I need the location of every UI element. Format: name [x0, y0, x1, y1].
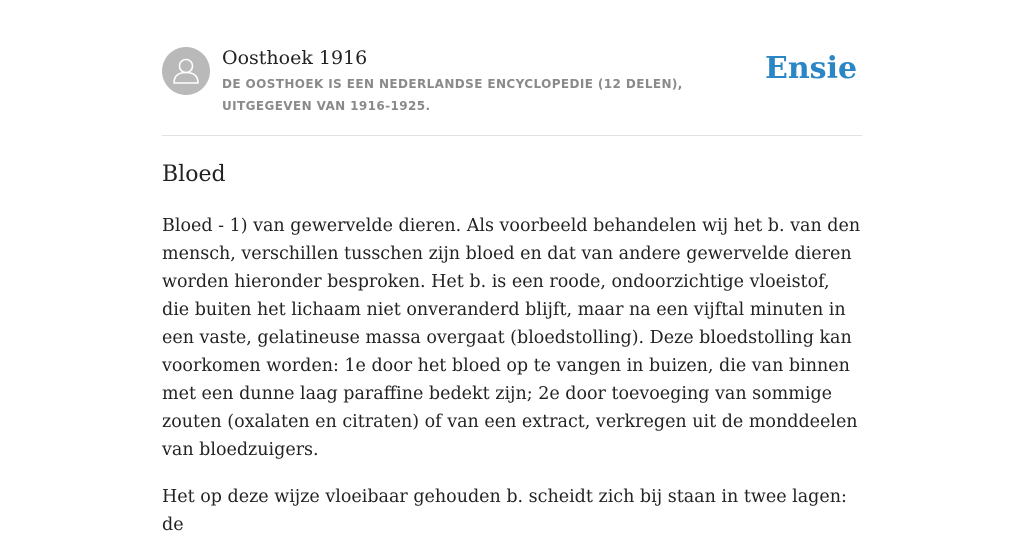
source-description: DE OOSTHOEK IS EEN NEDERLANDSE ENCYCLOPEDIE (12 DELEN), UITGEGEVEN VAN 1916-1925. — [222, 77, 683, 113]
article-title: Bloed — [162, 162, 226, 187]
article-paragraph: Het op deze wijze vloeibaar gehouden b. scheidt zich bij staan in twee lagen: de — [162, 487, 847, 535]
brand-logo[interactable]: Ensie — [765, 51, 858, 86]
article-body — [162, 212, 862, 558]
source-name[interactable]: Oosthoek 1916 — [222, 47, 368, 69]
article-paragraph: Bloed - 1) van gewervelde dieren. Als voorbeeld behandelen wij het b. van den mensch, verschillen tusschen zijn bloed en dat van andere gewervelde dieren worden hieronder besproken. Het b. is een roode, ondoorzichtige vloeistof, die buiten het lichaam niet onveranderd blijft, maar na een vijftal minuten in een vaste, gelatineuse massa overgaat (bloedstolling). Deze bloedstolling kan voorkomen worden: 1e door het bloed op te vangen in buizen, die van binnen met een dunne laag paraffine bedekt zijn; 2e door toevoeging van sommige zouten (oxalaten en citraten) of van een extract, verkregen uit de monddeelen van bloedzuigers. — [162, 216, 861, 460]
source-header — [162, 46, 862, 118]
header-divider — [162, 135, 862, 136]
user-avatar-icon — [162, 47, 210, 95]
